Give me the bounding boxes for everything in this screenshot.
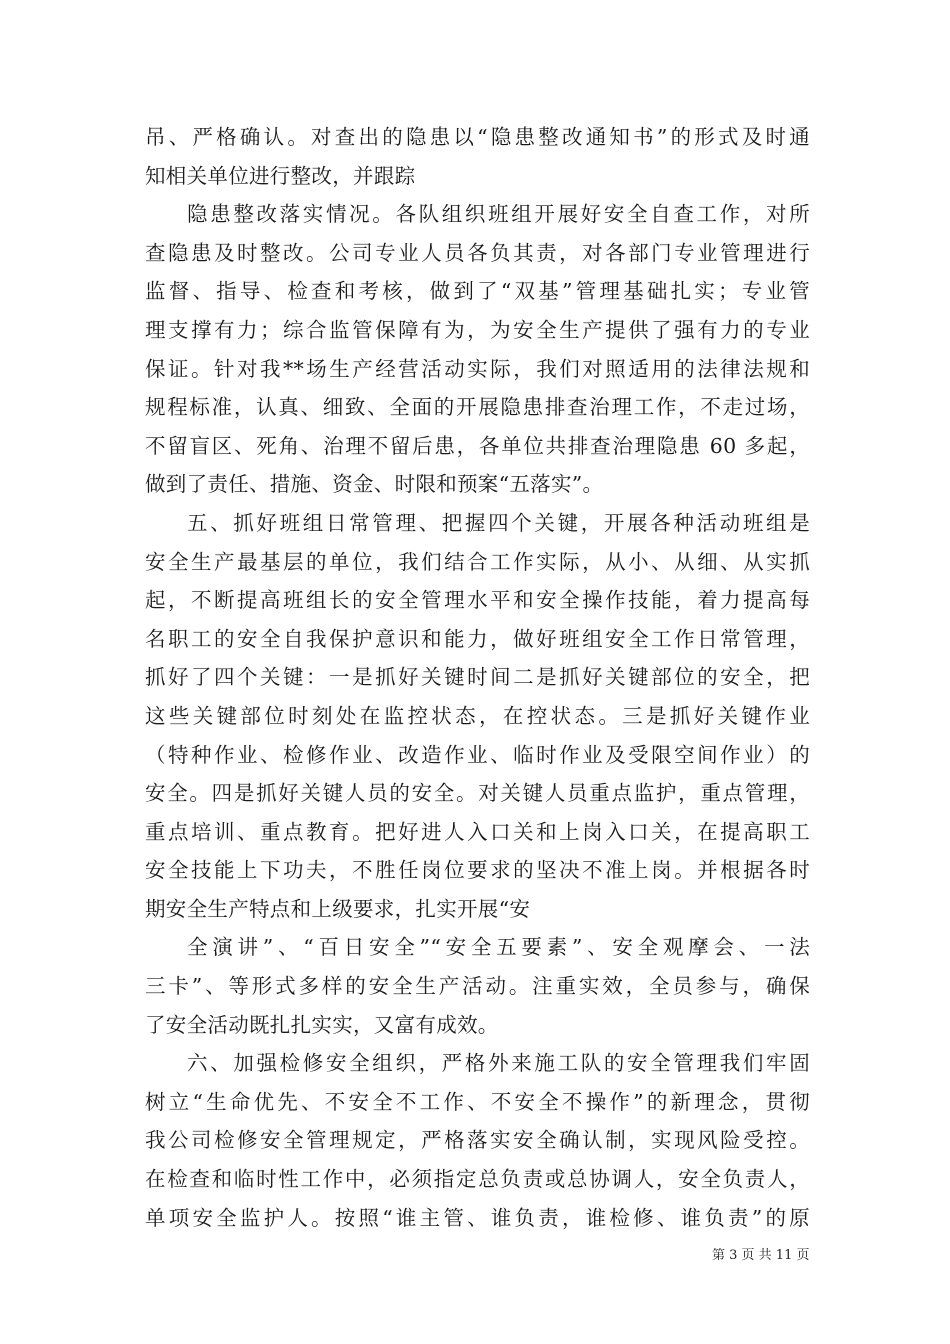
text-line: 名职工的安全自我保护意识和能力，做好班组安全工作日常管理， — [145, 626, 810, 651]
text-line: 了安全活动既扎扎实实，又富有成效。 — [145, 1012, 499, 1037]
text-line: 做到了责任、措施、资金、时限和预案“五落实”。 — [145, 472, 604, 497]
text-line: 起，不断提高班组长的安全管理水平和安全操作技能，着力提高每 — [145, 588, 810, 613]
paragraph — [145, 195, 810, 504]
text-line: 保证。针对我**场生产经营活动实际，我们对照适用的法律法规和 — [145, 356, 810, 381]
text-line: 五、抓好班组日常管理、把握四个关键，开展各种活动班组是 — [187, 510, 810, 535]
text-line: 吊、严格确认。对查出的隐患以“隐患整改通知书”的形式及时通 — [145, 125, 810, 149]
text-line: 树立“生命优先、不安全不工作、不安全不操作”的新理念，贯彻 — [145, 1089, 810, 1114]
text-line: 单项安全监护人。按照“谁主管、谁负责，谁检修、谁负责”的原 — [145, 1205, 810, 1230]
text-line: 全演讲”、“百日安全”“安全五要素”、安全观摩会、一法 — [187, 935, 810, 960]
text-line: 在检查和临时性工作中，必须指定总负责或总协调人，安全负责人， — [145, 1167, 810, 1192]
text-line: 不留盲区、死角、治理不留后患，各单位共排查治理隐患 60 多起， — [145, 433, 810, 458]
text-line: 期安全生产特点和上级要求，扎实开展“安 — [145, 896, 531, 921]
text-line: 监督、指导、检查和考核，做到了“双基”管理基础扎实；专业管 — [145, 279, 810, 304]
text-line: 这些关键部位时刻处在监控状态，在控状态。三是抓好关键作业 — [145, 703, 810, 728]
paragraph — [145, 928, 810, 1044]
text-line: 理支撑有力；综合监管保障有为，为安全生产提供了强有力的专业 — [145, 317, 810, 342]
paragraph — [145, 504, 810, 929]
text-line: 安全。四是抓好关键人员的安全。对关键人员重点监护，重点管理， — [145, 781, 810, 806]
body-text — [145, 118, 810, 1237]
text-line: 查隐患及时整改。公司专业人员各负其责，对各部门专业管理进行 — [145, 240, 810, 265]
text-line: 重点培训、重点教育。把好进人入口关和上岗入口关，在提高职工 — [145, 819, 810, 844]
paragraph — [145, 118, 810, 195]
text-line: 安全技能上下功夫，不胜任岗位要求的坚决不准上岗。并根据各时 — [145, 858, 810, 883]
paragraph — [145, 1044, 810, 1237]
text-line: 三卡”、等形式多样的安全生产活动。注重实效，全员参与，确保 — [145, 974, 810, 999]
text-line: 隐患整改落实情况。各队组织班组开展好安全自查工作，对所 — [187, 202, 810, 227]
text-line: 安全生产最基层的单位，我们结合工作实际，从小、从细、从实抓 — [145, 549, 810, 574]
text-line: 规程标准，认真、细致、全面的开展隐患排查治理工作，不走过场， — [145, 395, 810, 420]
text-line: 知相关单位进行整改，并跟踪 — [145, 163, 416, 188]
text-line: 六、加强检修安全组织，严格外来施工队的安全管理我们牢固 — [187, 1051, 810, 1076]
page-number-footer: 第 3 页 共 11 页 — [712, 1248, 810, 1263]
text-line: （特种作业、检修作业、改造作业、临时作业及受限空间作业）的 — [145, 742, 810, 767]
text-line: 我公司检修安全管理规定，严格落实安全确认制，实现风险受控。 — [145, 1128, 810, 1153]
text-line: 抓好了四个关键：一是抓好关键时间二是抓好关键部位的安全，把 — [145, 665, 810, 690]
